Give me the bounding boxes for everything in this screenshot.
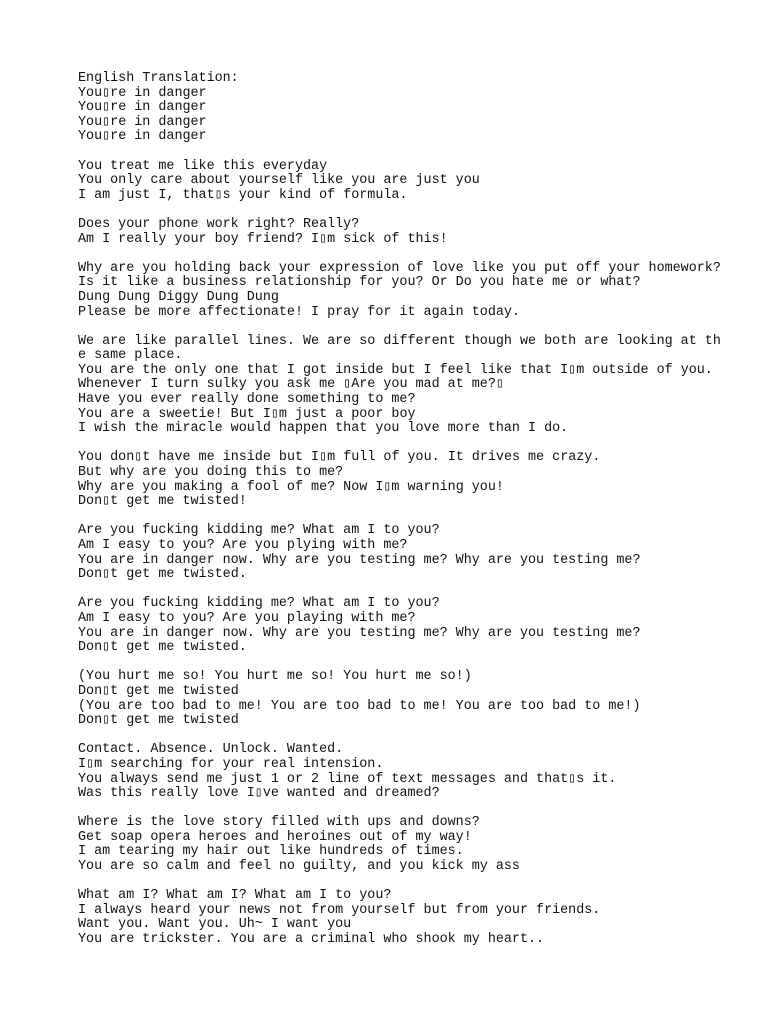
lyric-line: You▯re in danger (78, 114, 207, 130)
lyric-line: You always send me just 1 or 2 line of text messages and that▯s it. (78, 771, 617, 787)
lyric-line: (You hurt me so! You hurt me so! You hurt me so!) (78, 669, 472, 685)
lyric-line: Are you fucking kidding me? What am I to you? (78, 523, 440, 539)
lyric-line: But why are you doing this to me? (78, 465, 344, 481)
stanza (78, 160, 718, 204)
document-heading: English Translation: (78, 71, 239, 86)
lyric-line: I am just I, that▯s your kind of formula. (78, 187, 408, 203)
stanza-list (78, 85, 721, 948)
lyric-line: Have you ever really done something to me? (78, 392, 416, 408)
lyric-line: Am I easy to you? Are you plying with me? (78, 538, 408, 553)
lyric-line: Please be more affectionate! I pray for it again today. (78, 304, 520, 320)
stanza (78, 597, 718, 655)
lyric-line: You are a sweetie! But I▯m just a poor boy (78, 406, 416, 422)
lyric-line: e same place. (78, 348, 183, 364)
lyric-line: Why are you holding back your expression of love like you put off your homework? (78, 260, 721, 276)
stanza (78, 524, 718, 582)
lyric-line: You are trickster. You are a criminal who shook my heart.. (78, 932, 545, 948)
lyric-line: Don▯t get me twisted. (78, 567, 247, 583)
lyric-line: Does your phone work right? Really? (78, 216, 360, 232)
lyrics-document (78, 71, 721, 962)
lyric-line: You are so calm and feel no guilty, and you kick my ass (78, 859, 520, 875)
stanza (78, 260, 721, 320)
lyric-line: Don▯t get me twisted. (78, 640, 247, 656)
lyric-line: You▯re in danger (78, 129, 207, 145)
lyric-line: You▯re in danger (78, 100, 207, 116)
lyric-line: Is it like a business relationship for you? Or Do you hate me or what? (78, 275, 641, 291)
lyric-line: Don▯t get me twisted (78, 683, 239, 699)
lyric-line: Don▯t get me twisted (78, 713, 239, 729)
stanza (78, 816, 718, 874)
lyric-line: What am I? What am I? What am I to you? (78, 888, 392, 904)
lyric-line: Am I easy to you? Are you playing with me? (78, 610, 416, 626)
lyric-line: You▯re in danger (78, 85, 207, 101)
lyric-line: I am tearing my hair out like hundreds of times. (78, 844, 464, 860)
stanza (78, 333, 721, 437)
lyric-line: Are you fucking kidding me? What am I to you? (78, 596, 440, 612)
stanza (78, 670, 718, 728)
lyric-line: Dung Dung Diggy Dung Dung (78, 289, 279, 305)
lyric-line: You don▯t have me inside but I▯m full of you. It drives me crazy. (78, 450, 601, 466)
lyric-line: I▯m searching for your real intension. (78, 756, 384, 772)
lyric-line: Contact. Absence. Unlock. Wanted. (78, 742, 344, 758)
stanza (78, 218, 718, 247)
lyric-line: You are in danger now. Why are you testing me? Why are you testing me? (78, 552, 641, 568)
lyric-line: I wish the miracle would happen that you love more than I do. (78, 421, 569, 437)
lyric-line: Was this really love I▯ve wanted and dreamed? (78, 786, 440, 802)
stanza (78, 87, 718, 145)
lyric-line: You only care about yourself like you are just you (78, 173, 480, 189)
lyric-line: You are the only one that I got inside but I feel like that I▯m outside of you. (78, 362, 713, 378)
lyric-line: Want you. Want you. Uh~ I want you (78, 917, 352, 933)
lyric-line: Am I really your boy friend? I▯m sick of this! (78, 231, 448, 247)
lyric-line: Whenever I turn sulky you ask me ▯Are you mad at me?▯ (78, 377, 504, 393)
lyric-line: Where is the love story filled with ups and downs? (78, 815, 480, 831)
lyric-line: Get soap opera heroes and heroines out of my way! (78, 829, 472, 845)
lyric-line: We are like parallel lines. We are so different though we both are looking at th (78, 333, 721, 349)
lyric-line: (You are too bad to me! You are too bad to me! You are too bad to me!) (78, 698, 641, 714)
stanza (78, 889, 718, 947)
lyric-line: You treat me like this everyday (78, 158, 328, 174)
lyric-line: You are in danger now. Why are you testing me? Why are you testing me? (78, 625, 641, 641)
lyric-line: Why are you making a fool of me? Now I▯m warning you! (78, 479, 504, 495)
stanza (78, 743, 718, 801)
stanza (78, 451, 718, 509)
lyric-line: Don▯t get me twisted! (78, 494, 247, 510)
lyric-line: I always heard your news not from yourself but from your friends. (78, 902, 601, 918)
